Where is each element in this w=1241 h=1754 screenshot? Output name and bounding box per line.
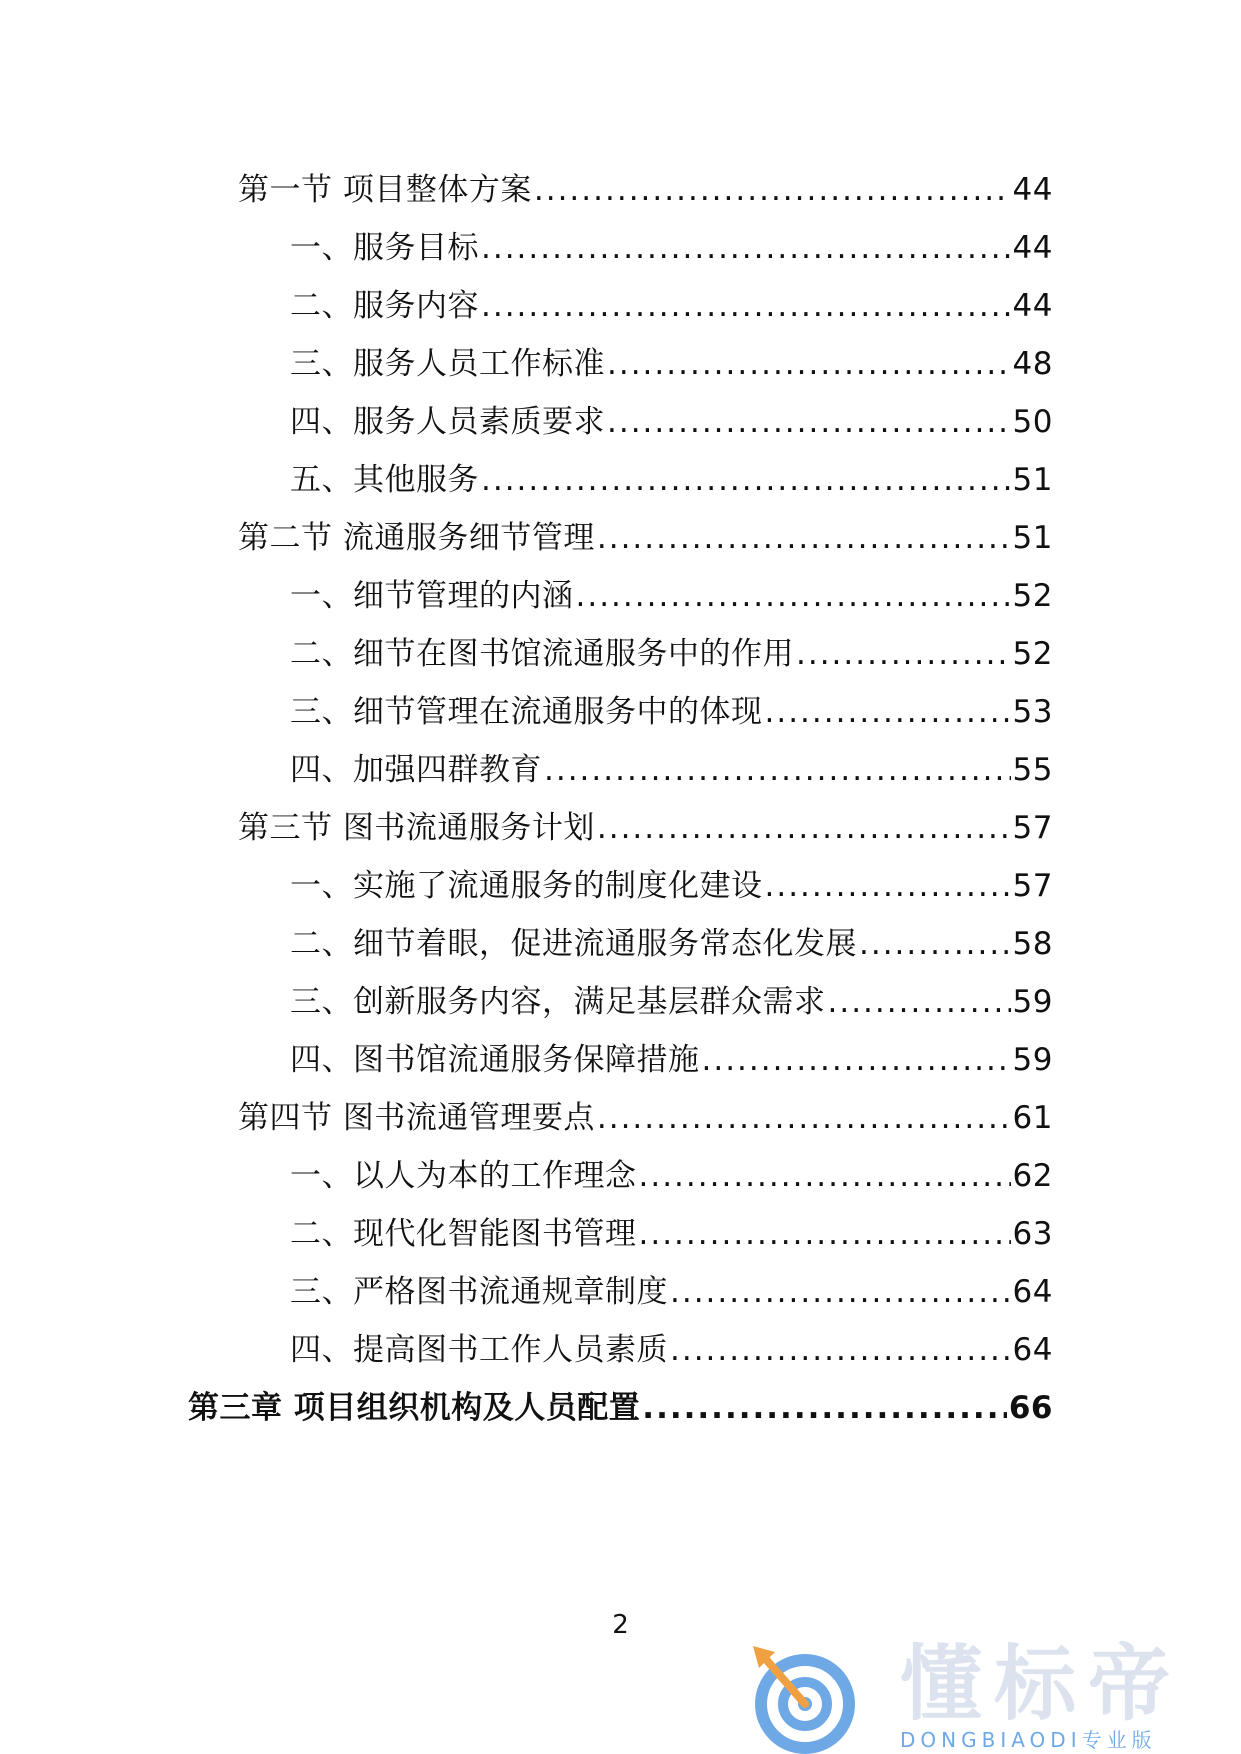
toc-chapter-entry[interactable]: [188, 1388, 1053, 1428]
toc-leader-dots: [639, 1156, 1011, 1196]
toc-entry[interactable]: [290, 344, 1053, 384]
toc-leader-dots: [534, 170, 1011, 210]
toc-leader-dots: [859, 924, 1011, 964]
toc-entry-page: 57: [1012, 868, 1053, 904]
toc-entry-page: 57: [1012, 810, 1053, 846]
toc-entry-page: 63: [1012, 1216, 1053, 1252]
watermark-text: 懂标帝: [900, 1637, 1183, 1732]
toc-entry[interactable]: [290, 1040, 1053, 1080]
toc-leader-dots: [702, 1040, 1011, 1080]
toc-entry-page: 51: [1012, 462, 1053, 498]
toc-entry[interactable]: [290, 286, 1053, 326]
toc-entry-page: 64: [1012, 1332, 1053, 1368]
watermark: [745, 1637, 1215, 1752]
page-number: 2: [612, 1610, 629, 1640]
toc-leader-dots: [597, 518, 1011, 558]
toc-leader-dots: [796, 634, 1011, 674]
toc-entry-page: 44: [1012, 288, 1053, 324]
toc-entry-page: 61: [1012, 1100, 1053, 1136]
toc-entry-page: 52: [1012, 578, 1053, 614]
target-arrow-icon: [745, 1644, 865, 1754]
toc-entry[interactable]: [290, 1272, 1053, 1312]
toc-entry-title: 第四节 图书流通管理要点: [238, 1100, 595, 1136]
toc-leader-dots: [481, 460, 1011, 500]
watermark-subtitle: DONGBIAODI专业版: [900, 1728, 1157, 1752]
toc-leader-dots: [597, 808, 1011, 848]
toc-entry-page: 51: [1012, 520, 1053, 556]
toc-leader-dots: [670, 1272, 1011, 1312]
toc-entry-title: 三、严格图书流通规章制度: [290, 1274, 668, 1310]
toc-entry[interactable]: [290, 692, 1053, 732]
toc-entry-title: 一、服务目标: [290, 230, 479, 266]
toc-entry-title: 第三章 项目组织机构及人员配置: [188, 1390, 641, 1426]
toc-leader-dots: [765, 692, 1011, 732]
toc-entry-title: 一、细节管理的内涵: [290, 578, 574, 614]
toc-entry-page: 59: [1012, 1042, 1053, 1078]
toc-entry-title: 第二节 流通服务细节管理: [238, 520, 595, 556]
toc-leader-dots: [481, 228, 1011, 268]
toc-entry[interactable]: [290, 460, 1053, 500]
toc-entry[interactable]: [290, 634, 1053, 674]
toc-entry-title: 二、现代化智能图书管理: [290, 1216, 637, 1252]
toc-entry-title: 第三节 图书流通服务计划: [238, 810, 595, 846]
toc-entry-title: 第一节 项目整体方案: [238, 172, 532, 208]
toc-entry[interactable]: [238, 518, 1053, 558]
toc-entry-page: 62: [1012, 1158, 1053, 1194]
toc-entry[interactable]: [290, 402, 1053, 442]
toc-entry-title: 三、创新服务内容，满足基层群众需求: [290, 984, 826, 1020]
toc-entry-title: 四、图书馆流通服务保障措施: [290, 1042, 700, 1078]
toc-entry[interactable]: [290, 576, 1053, 616]
toc-entry-page: 44: [1012, 172, 1053, 208]
toc-entry-page: 66: [1008, 1390, 1053, 1426]
toc-entry[interactable]: [290, 1214, 1053, 1254]
toc-entry[interactable]: [290, 1156, 1053, 1196]
toc-entry[interactable]: [290, 866, 1053, 906]
toc-entry[interactable]: [290, 228, 1053, 268]
toc-leader-dots: [607, 402, 1011, 442]
toc-leader-dots: [576, 576, 1011, 616]
toc-entry-page: 52: [1012, 636, 1053, 672]
toc-entry[interactable]: [290, 982, 1053, 1022]
toc-entry[interactable]: [238, 170, 1053, 210]
toc-entry-title: 五、其他服务: [290, 462, 479, 498]
toc-entry-page: 53: [1012, 694, 1053, 730]
toc-entry-title: 四、加强四群教育: [290, 752, 542, 788]
toc-entry-title: 二、细节着眼，促进流通服务常态化发展: [290, 926, 857, 962]
toc-leader-dots: [828, 982, 1011, 1022]
toc-entry-page: 59: [1012, 984, 1053, 1020]
toc-entry-title: 四、提高图书工作人员素质: [290, 1332, 668, 1368]
toc-entry[interactable]: [238, 808, 1053, 848]
toc-leader-dots: [544, 750, 1011, 790]
toc-entry[interactable]: [238, 1098, 1053, 1138]
toc-leader-dots: [481, 286, 1011, 326]
toc-entry-page: 55: [1012, 752, 1053, 788]
toc-entry-title: 四、服务人员素质要求: [290, 404, 605, 440]
toc-entry-page: 50: [1012, 404, 1053, 440]
toc-leader-dots: [765, 866, 1011, 906]
toc-entry[interactable]: [290, 750, 1053, 790]
toc-leader-dots: [639, 1214, 1011, 1254]
toc-entry-title: 一、实施了流通服务的制度化建设: [290, 868, 763, 904]
toc-entry-title: 三、细节管理在流通服务中的体现: [290, 694, 763, 730]
toc-entry[interactable]: [290, 1330, 1053, 1370]
toc-leader-dots: [642, 1388, 1007, 1428]
toc-entry-page: 44: [1012, 230, 1053, 266]
toc-entry-title: 二、服务内容: [290, 288, 479, 324]
toc-leader-dots: [597, 1098, 1011, 1138]
toc-entry-page: 64: [1012, 1274, 1053, 1310]
toc-entry-title: 二、细节在图书馆流通服务中的作用: [290, 636, 794, 672]
toc-entry[interactable]: [290, 924, 1053, 964]
toc-leader-dots: [607, 344, 1011, 384]
toc-entry-page: 48: [1012, 346, 1053, 382]
toc-entry-title: 三、服务人员工作标准: [290, 346, 605, 382]
toc-leader-dots: [670, 1330, 1011, 1370]
toc-entry-page: 58: [1012, 926, 1053, 962]
toc-entry-title: 一、以人为本的工作理念: [290, 1158, 637, 1194]
